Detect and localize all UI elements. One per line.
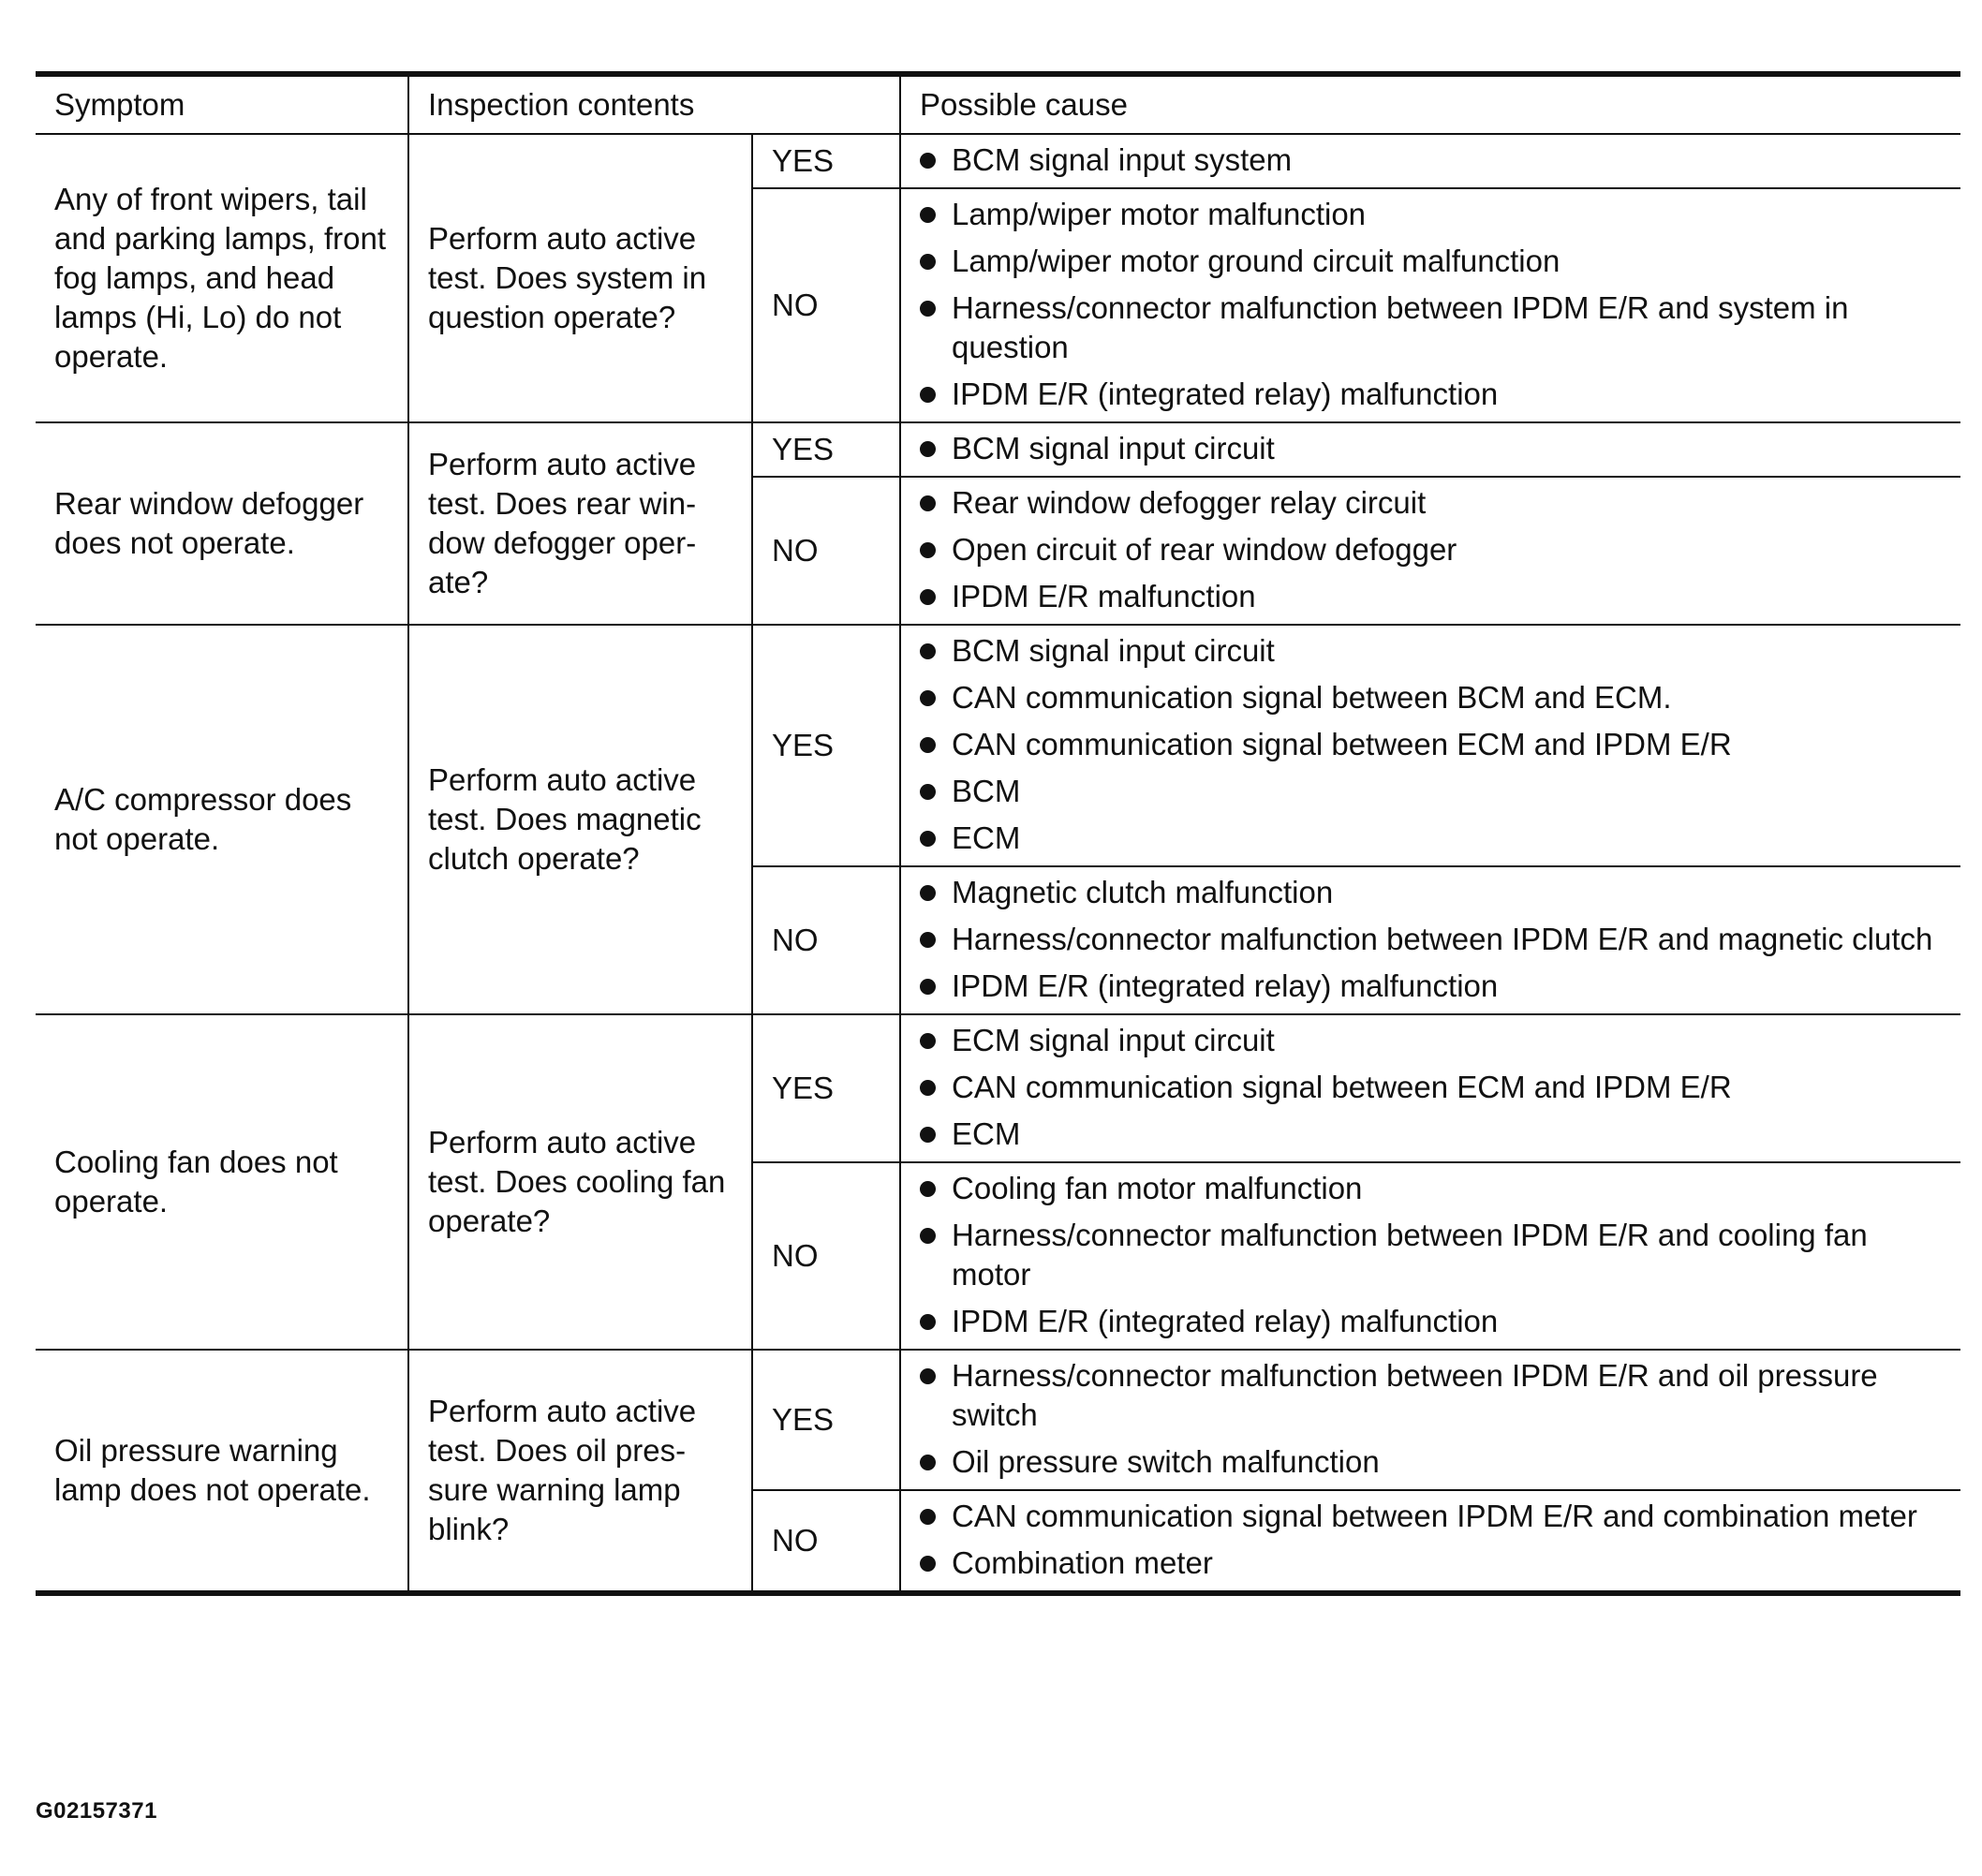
- symptom-cell: Any of front wipers, tail and parking lamps, front fog lamps, and head lamps (Hi, Lo) do not operate.: [36, 134, 408, 422]
- result-yes: YES: [752, 1014, 900, 1162]
- header-inspection-contents: Inspection contents: [408, 74, 900, 134]
- bullet-icon: [920, 831, 936, 847]
- cause-item: [920, 1356, 1942, 1435]
- cause-text: IPDM E/R (integrated relay) malfunction: [952, 1304, 1499, 1338]
- cause-item: [920, 577, 1942, 616]
- possible-cause-cell: [900, 1014, 1960, 1162]
- cause-item: [920, 195, 1942, 234]
- inspection-cell: Perform auto active test. Does cooling fan operate?: [408, 1014, 752, 1350]
- cause-item: [920, 530, 1942, 569]
- cause-list: [920, 195, 1942, 414]
- cause-text: Harness/connector malfunction between IPDM E/R and magnetic clutch: [952, 922, 1933, 956]
- possible-cause-cell: [900, 134, 1960, 188]
- table-row: [36, 1014, 1960, 1162]
- bullet-icon: [920, 387, 936, 403]
- cause-list: [920, 631, 1942, 858]
- cause-list: [920, 1497, 1942, 1583]
- result-yes: YES: [752, 134, 900, 188]
- bullet-icon: [920, 1314, 936, 1330]
- bullet-icon: [920, 1455, 936, 1470]
- bullet-icon: [920, 690, 936, 706]
- cause-text: CAN communication signal between BCM and ECM.: [952, 680, 1672, 715]
- bullet-icon: [920, 737, 936, 753]
- cause-item: [920, 772, 1942, 811]
- result-no: NO: [752, 866, 900, 1014]
- inspection-cell: Perform auto active test. Does rear win- dow defogger oper- ate?: [408, 422, 752, 625]
- bullet-icon: [920, 885, 936, 901]
- bullet-icon: [920, 441, 936, 457]
- table-row: [36, 625, 1960, 866]
- cause-text: Cooling fan motor malfunction: [952, 1171, 1363, 1205]
- cause-text: IPDM E/R malfunction: [952, 579, 1256, 613]
- bullet-icon: [920, 1033, 936, 1049]
- table-row: [36, 422, 1960, 477]
- symptom-cell: Rear window defogger does not operate.: [36, 422, 408, 625]
- cause-list: [920, 429, 1942, 468]
- cause-list: [920, 1021, 1942, 1154]
- possible-cause-cell: [900, 477, 1960, 625]
- bullet-icon: [920, 1556, 936, 1572]
- symptom-cell: A/C compressor does not operate.: [36, 625, 408, 1014]
- bullet-icon: [920, 301, 936, 317]
- result-no: NO: [752, 477, 900, 625]
- possible-cause-cell: [900, 866, 1960, 1014]
- cause-text: IPDM E/R (integrated relay) malfunction: [952, 968, 1499, 1003]
- table-body: [36, 134, 1960, 1593]
- cause-item: [920, 375, 1942, 414]
- bullet-icon: [920, 932, 936, 948]
- cause-list: [920, 483, 1942, 616]
- header-symptom: Symptom: [36, 74, 408, 134]
- cause-text: Harness/connector malfunction between IPDM E/R and cooling fan motor: [952, 1218, 1868, 1292]
- cause-text: Lamp/wiper motor ground circuit malfunction: [952, 244, 1560, 278]
- cause-text: IPDM E/R (integrated relay) malfunction: [952, 377, 1499, 411]
- cause-text: ECM signal input circuit: [952, 1023, 1275, 1057]
- cause-item: [920, 140, 1942, 180]
- table-row: [36, 134, 1960, 188]
- bullet-icon: [920, 1080, 936, 1096]
- cause-item: [920, 967, 1942, 1006]
- bullet-icon: [920, 1368, 936, 1384]
- cause-item: [920, 1442, 1942, 1482]
- cause-text: Lamp/wiper motor malfunction: [952, 197, 1367, 231]
- bullet-icon: [920, 495, 936, 511]
- cause-text: Harness/connector malfunction between IPDM E/R and system in question: [952, 290, 1849, 364]
- result-yes: YES: [752, 1350, 900, 1490]
- cause-item: [920, 678, 1942, 717]
- cause-text: CAN communication signal between ECM and IPDM E/R: [952, 727, 1732, 761]
- cause-item: [920, 288, 1942, 367]
- cause-text: BCM signal input circuit: [952, 633, 1275, 668]
- possible-cause-cell: [900, 1350, 1960, 1490]
- figure-code: G02157371: [36, 1798, 157, 1824]
- cause-item: [920, 1497, 1942, 1536]
- result-no: NO: [752, 1162, 900, 1350]
- cause-item: [920, 1216, 1942, 1294]
- cause-text: Oil pressure switch malfunction: [952, 1444, 1380, 1479]
- bullet-icon: [920, 254, 936, 270]
- bullet-icon: [920, 1127, 936, 1143]
- cause-item: [920, 725, 1942, 764]
- bullet-icon: [920, 1181, 936, 1197]
- cause-item: [920, 1544, 1942, 1583]
- cause-text: Harness/connector malfunction between IPDM E/R and oil pressure switch: [952, 1358, 1878, 1432]
- cause-text: BCM signal input circuit: [952, 431, 1275, 465]
- result-no: NO: [752, 188, 900, 422]
- inspection-cell: Perform auto active test. Does magnetic clutch operate?: [408, 625, 752, 1014]
- cause-item: [920, 483, 1942, 523]
- cause-text: CAN communication signal between ECM and IPDM E/R: [952, 1070, 1732, 1104]
- cause-item: [920, 873, 1942, 912]
- result-no: NO: [752, 1490, 900, 1593]
- possible-cause-cell: [900, 188, 1960, 422]
- bullet-icon: [920, 207, 936, 223]
- bullet-icon: [920, 784, 936, 800]
- cause-text: ECM: [952, 820, 1021, 855]
- cause-text: Open circuit of rear window defogger: [952, 532, 1457, 567]
- bullet-icon: [920, 1228, 936, 1244]
- cause-item: [920, 242, 1942, 281]
- cause-text: Magnetic clutch malfunction: [952, 875, 1334, 909]
- symptom-cell: Oil pressure warning lamp does not operate.: [36, 1350, 408, 1593]
- cause-text: BCM: [952, 774, 1021, 808]
- cause-text: BCM signal input system: [952, 142, 1293, 177]
- possible-cause-cell: [900, 625, 1960, 866]
- diagnosis-table: [36, 71, 1960, 1596]
- cause-text: ECM: [952, 1116, 1021, 1151]
- result-yes: YES: [752, 422, 900, 477]
- cause-item: [920, 1068, 1942, 1107]
- cause-item: [920, 429, 1942, 468]
- bullet-icon: [920, 979, 936, 995]
- cause-list: [920, 1356, 1942, 1482]
- cause-item: [920, 819, 1942, 858]
- cause-list: [920, 1169, 1942, 1341]
- cause-text: Rear window defogger relay circuit: [952, 485, 1427, 520]
- table-header-row: [36, 74, 1960, 134]
- cause-item: [920, 631, 1942, 671]
- cause-item: [920, 920, 1942, 959]
- bullet-icon: [920, 589, 936, 605]
- inspection-cell: Perform auto active test. Does system in question operate?: [408, 134, 752, 422]
- cause-list: [920, 140, 1942, 180]
- cause-item: [920, 1115, 1942, 1154]
- cause-text: CAN communication signal between IPDM E/R and combination meter: [952, 1499, 1917, 1533]
- inspection-cell: Perform auto active test. Does oil pres- sure warning lamp blink?: [408, 1350, 752, 1593]
- cause-item: [920, 1169, 1942, 1208]
- bullet-icon: [920, 1509, 936, 1525]
- table-row: [36, 1350, 1960, 1490]
- bullet-icon: [920, 153, 936, 169]
- cause-list: [920, 873, 1942, 1006]
- result-yes: YES: [752, 625, 900, 866]
- bullet-icon: [920, 542, 936, 558]
- possible-cause-cell: [900, 422, 1960, 477]
- header-possible-cause: Possible cause: [900, 74, 1960, 134]
- bullet-icon: [920, 643, 936, 659]
- possible-cause-cell: [900, 1490, 1960, 1593]
- possible-cause-cell: [900, 1162, 1960, 1350]
- cause-item: [920, 1021, 1942, 1060]
- symptom-cell: Cooling fan does not operate.: [36, 1014, 408, 1350]
- cause-item: [920, 1302, 1942, 1341]
- cause-text: Combination meter: [952, 1545, 1213, 1580]
